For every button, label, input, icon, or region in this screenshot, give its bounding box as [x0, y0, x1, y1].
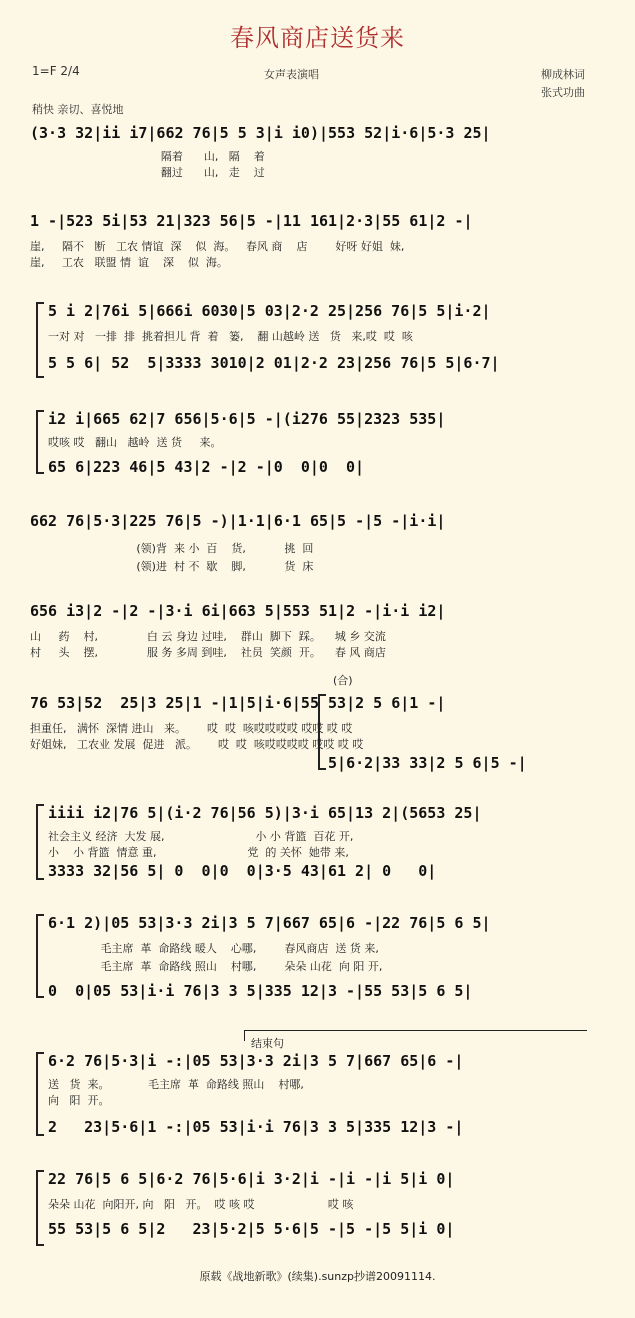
- system-bracket: [36, 914, 44, 998]
- source-footer: 原载《战地新歌》(续集).sunzp抄谱20091114.: [199, 1270, 436, 1283]
- lyric-line-1: 毛主席 革 命路线 暖人 心哪, 春风商店 送 货 来,: [48, 942, 379, 955]
- system-bracket: [36, 302, 44, 378]
- staff-line: 656 i3|2 -|2 -|3·i 6i|663 5|553 51|2 -|i·i i2|: [30, 602, 446, 620]
- staff-upper: 76 53|52 25|3 25|1 -|1|5|i·6|55 53|2 5 6|1 -|: [30, 694, 446, 712]
- lyric-line-1: 朵朵 山花 向阳开, 向 阳 开。 哎 咳 哎 哎 咳: [48, 1198, 354, 1211]
- performer-note: 女声表演唱: [264, 68, 319, 81]
- system-bracket: [36, 1170, 44, 1246]
- lyric-line-1: 担重任, 满怀 深情 进山 来。 哎 哎 咳哎哎哎哎 哎哎 哎 哎: [30, 722, 353, 735]
- key-signature: 1=F 2/4: [32, 64, 80, 78]
- system-bracket: [36, 1052, 44, 1136]
- lyric-line-2: 翻过 山, 走 过: [0, 166, 265, 179]
- system-bracket: [36, 804, 44, 880]
- staff-line: 662 76|5·3|225 76|5 -)|1·1|6·1 65|5 -|5 -|i·i|: [30, 512, 446, 530]
- staff-line: 1 -|523 5i|53 21|323 56|5 -|11 161|2·3|55 61|2 -|: [30, 212, 473, 230]
- lyric-line-1: 一对 对 一排 排 挑着担儿 背 着 篓, 翻 山越岭 送 货 来,哎 哎 咳: [48, 330, 413, 343]
- staff-lower: 2 23|5·6|1 -:|05 53|i·i 76|3 3 5|335 12|3 -|: [48, 1118, 464, 1136]
- staff-lower: 3333 32|56 5| 0 0|0 0|3·5 43|61 2| 0 0|: [48, 862, 437, 880]
- staff-line: (3·3 32|ii i7|662 76|5 5 3|i i0)|553 52|i·6|5·3 25|: [30, 124, 491, 142]
- lyric-line-2: (领)进 村 不 歇 脚, 货 床: [0, 560, 314, 573]
- lyric-line-1: 哎咳 哎 翻山 越岭 送 货 来。: [48, 436, 222, 449]
- tempo-marking: 稍快 亲切、喜悦地: [32, 103, 124, 116]
- ending-bracket: [244, 1030, 587, 1050]
- lyric-line-2: 毛主席 革 命路线 照山 村哪, 朵朵 山花 向 阳 开,: [48, 960, 383, 973]
- lyric-line-2: 向 阳 开。: [48, 1094, 110, 1107]
- lyric-line-2: 村 头 摆, 服 务 多周 到哇, 社员 笑颜 开。 春 风 商店: [30, 646, 386, 659]
- lyric-line-1: 送 货 来。 毛主席 革 命路线 照山 村哪,: [48, 1078, 304, 1091]
- staff-lower: 55 53|5 6 5|2 23|5·2|5 5·6|5 -|5 -|5 5|i 0|: [48, 1220, 455, 1238]
- staff-upper: 6·1 2)|05 53|3·3 2i|3 5 7|667 65|6 -|22 76|5 6 5|: [48, 914, 491, 932]
- lyric-line-1: 社会主义 经济 大发 展, 小 小 背篮 百花 开,: [48, 830, 354, 843]
- lyric-line-1: 山 药 村, 白 云 身边 过哇, 群山 脚下 踩。 城 乡 交流: [30, 630, 386, 643]
- staff-upper: 5 i 2|76i 5|666i 6030|5 03|2·2 25|256 76|5 5|i·2|: [48, 302, 491, 320]
- chorus-label: (合): [333, 674, 353, 687]
- lyricist: 柳成林词: [541, 68, 585, 81]
- lyric-line-1: (领)背 来 小 百 货, 挑 回: [0, 542, 314, 555]
- staff-upper: 22 76|5 6 5|6·2 76|5·6|i 3·2|i -|i -|i 5|i 0|: [48, 1170, 455, 1188]
- song-title: 春风商店送货来: [230, 24, 405, 52]
- lyric-line-1: 崖, 隔不 断 工农 情谊 深 似 海。 春风 商 店 好呀 好姐 妹,: [30, 240, 405, 253]
- ending-label: 结束句: [251, 1037, 284, 1050]
- lyric-line-2: 崖, 工农 联盟 情 谊 深 似 海。: [30, 256, 228, 269]
- lyric-line-1: 隔着 山, 隔 着: [0, 150, 265, 163]
- lyric-line-2: 好姐妹, 工农业 发展 促进 派。 哎 哎 咳哎哎哎哎 哎哎 哎 哎: [30, 738, 364, 751]
- staff-lower: 5 5 6| 52 5|3333 3010|2 01|2·2 23|256 76|5 5|6·7|: [48, 354, 500, 372]
- staff-lower: 5|6·2|33 33|2 5 6|5 -|: [30, 754, 527, 772]
- lyric-line-2: 小 小 背篮 情意 重, 党 的 关怀 她带 来,: [48, 846, 349, 859]
- staff-upper: iiii i2|76 5|(i·2 76|56 5)|3·i 65|13 2|(5653 25|: [48, 804, 482, 822]
- staff-lower: 0 0|05 53|i·i 76|3 3 5|335 12|3 -|55 53|5 6 5|: [48, 982, 473, 1000]
- staff-lower: 65 6|223 46|5 43|2 -|2 -|0 0|0 0|: [48, 458, 365, 476]
- system-bracket: [36, 410, 44, 474]
- composer: 张式功曲: [541, 86, 585, 99]
- staff-upper: i2 i|665 62|7 656|5·6|5 -|(i276 55|2323 535|: [48, 410, 446, 428]
- staff-upper: 6·2 76|5·3|i -:|05 53|3·3 2i|3 5 7|667 65|6 -|: [48, 1052, 464, 1070]
